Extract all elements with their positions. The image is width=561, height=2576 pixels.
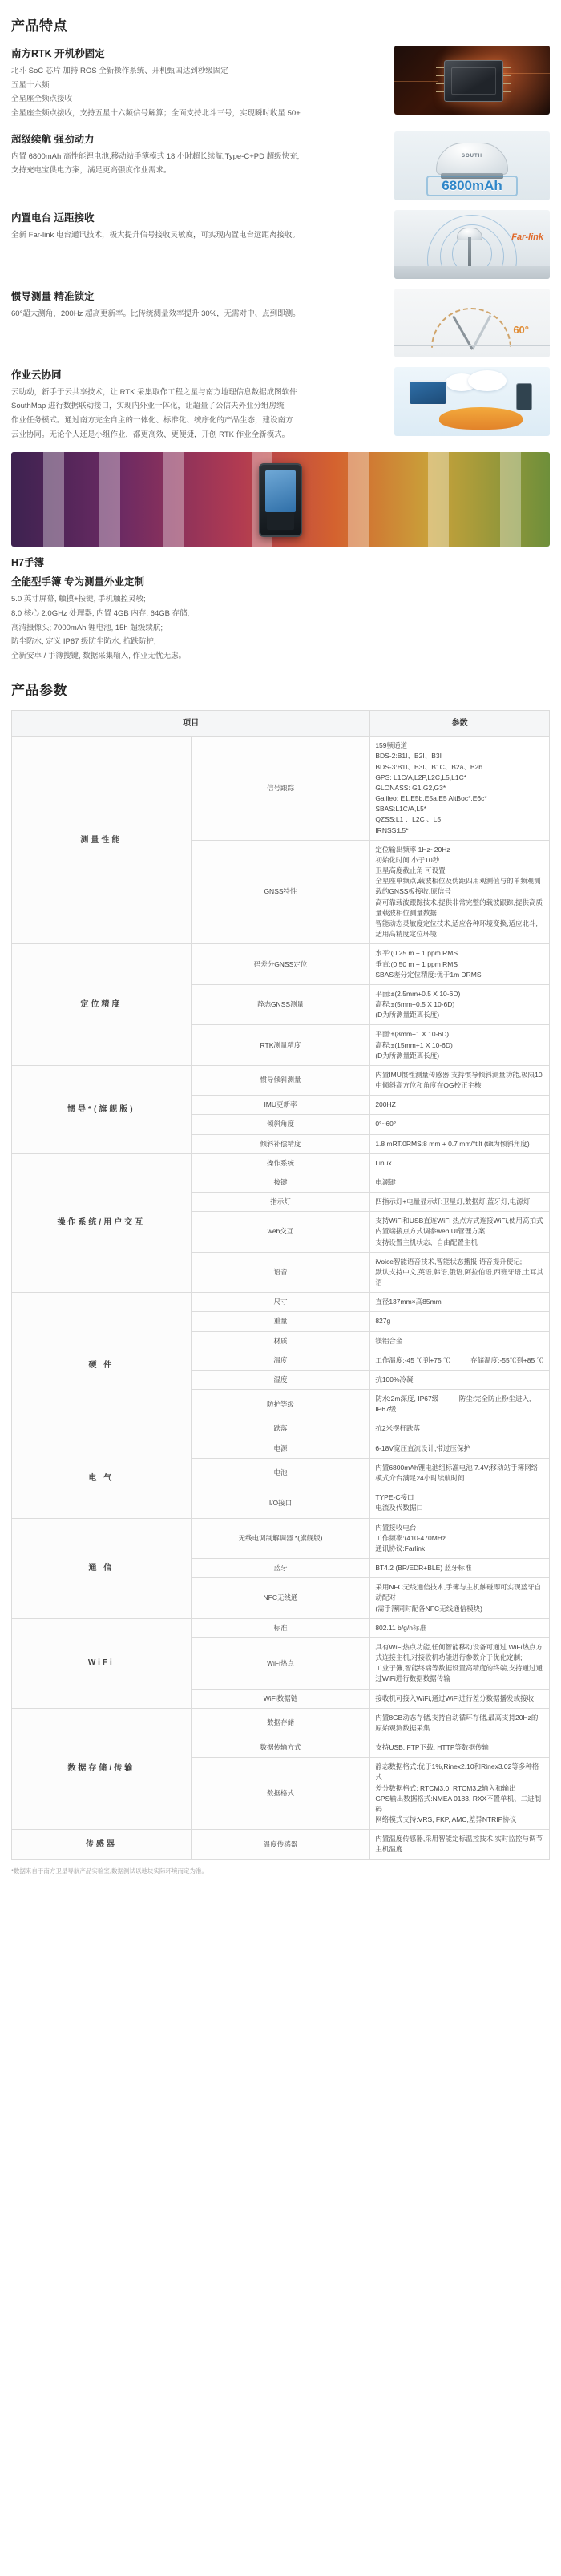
spec-value bbox=[370, 1370, 550, 1389]
spec-sub-label: I/O接口 bbox=[191, 1488, 370, 1518]
handheld-text bbox=[11, 555, 550, 664]
tilt-image bbox=[394, 289, 550, 357]
table-row bbox=[12, 1830, 550, 1859]
spec-value-line: 通讯协议:Farlink bbox=[375, 1544, 426, 1552]
spec-value-line: 抗100%冷凝 bbox=[375, 1375, 414, 1383]
spec-group-label: 硬 件 bbox=[12, 1293, 192, 1439]
table-row bbox=[12, 1618, 550, 1637]
spec-value bbox=[370, 1488, 550, 1518]
feature-line: 支持充电宝供电方案，满足更高强度作业需求。 bbox=[11, 166, 172, 176]
spec-value bbox=[370, 1439, 550, 1458]
feature-line: 全新 Far-link 电台通讯技术，极大提升信号接收灵敏度，可实现内置电台远距离接收。 bbox=[11, 230, 300, 240]
col-header-param: 参数 bbox=[370, 710, 550, 737]
spec-sub-label: 温度传感器 bbox=[191, 1830, 370, 1859]
spec-sub-label: RTK测量精度 bbox=[191, 1025, 370, 1066]
spec-value-line: Galileo: E1,E5b,E5a,E5 AltBoc*,E6c* bbox=[375, 794, 487, 803]
spec-value bbox=[370, 1096, 550, 1115]
spec-value-line: 接收机可接入WiFi,通过WiFi进行差分数据播发或接收 bbox=[375, 1694, 535, 1702]
table-row bbox=[12, 1439, 550, 1458]
spec-value bbox=[370, 1390, 550, 1419]
handheld-heading: 全能型手簿 专为测量外业定制 bbox=[11, 576, 144, 588]
spec-group-label: 电 气 bbox=[12, 1439, 192, 1518]
spec-value-line: 工作温度:-45 ℃到+75 ℃ 存储温度:-55℃到+85 ℃ bbox=[375, 1355, 544, 1364]
spec-sub-label: 尺寸 bbox=[191, 1293, 370, 1312]
tilt-angle-label: 60° bbox=[513, 323, 529, 336]
spec-group-label: WiFi bbox=[12, 1618, 192, 1708]
spec-value bbox=[370, 1518, 550, 1559]
spec-value-line: 支持WiFi和USB直连WiFi 热点方式连接WiFi,使用高拍式内置端接点方式调参web UI管理方案, bbox=[375, 1217, 543, 1236]
table-header-row bbox=[12, 710, 550, 737]
spec-value bbox=[370, 1212, 550, 1253]
spec-value bbox=[370, 1618, 550, 1637]
spec-value-line: 802.11 b/g/n标准 bbox=[375, 1623, 426, 1632]
table-row bbox=[12, 1708, 550, 1738]
spec-value-line: 镁铝合金 bbox=[375, 1336, 403, 1345]
spec-value-line: 内置8GB动态存储,支持自动循环存储,最高支持20Hz的原始观测数据采集 bbox=[375, 1713, 539, 1732]
spec-value-line: GPS输出数据格式:NMEA 0183, RXX不置单机、二进制码 bbox=[375, 1794, 542, 1813]
product-page bbox=[0, 14, 561, 1884]
col-header-item: 项目 bbox=[12, 710, 370, 737]
spec-value bbox=[370, 737, 550, 841]
spec-value bbox=[370, 1115, 550, 1134]
spec-sub-label: WiFi数据链 bbox=[191, 1689, 370, 1708]
spec-value-line: 四指示灯+电量显示灯:卫星灯,数据灯,蓝牙灯,电源灯 bbox=[375, 1197, 531, 1206]
spec-value-line: QZSS:L1 、L2C 、L5 bbox=[375, 815, 442, 824]
spec-value bbox=[370, 1065, 550, 1095]
spec-value-line: 内置温度传感器,采用智能定标温控技术,实时监控与调节主机温度 bbox=[375, 1835, 543, 1854]
spec-value bbox=[370, 1419, 550, 1439]
spec-value-line: (D为所测量距离长度) bbox=[375, 1011, 440, 1019]
ground-line bbox=[394, 345, 550, 346]
feature-block bbox=[11, 367, 550, 443]
spec-sub-label: 温度 bbox=[191, 1351, 370, 1370]
handheld-line: 8.0 核心 2.0GHz 处理器, 内置 4GB 内存, 64GB 存储; bbox=[11, 609, 190, 619]
spec-value-line: 1.8 mRT.0RMS:8 mm + 0.7 mm/°tilt (tilt为倾斜角度) bbox=[375, 1139, 530, 1148]
device-keypad bbox=[267, 512, 294, 530]
spec-value-line: 防水:2m深度, IP67级 防尘:完全防止粉尘进入, IP67级 bbox=[375, 1395, 531, 1414]
spec-value bbox=[370, 1738, 550, 1758]
feature-text bbox=[11, 46, 394, 122]
spec-sub-label: NFC无线通 bbox=[191, 1578, 370, 1619]
spec-value bbox=[370, 944, 550, 985]
feature-line: 内置 6800mAh 高性能锂电池,移动站手簿模式 18 小时超长续航,Type-C+PD 超级快充, bbox=[11, 151, 300, 161]
handheld-line: 全新安卓 / 手簿搜键, 数据采集输入, 作业无忧无虑。 bbox=[11, 652, 186, 661]
spec-sub-label: WiFi热点 bbox=[191, 1637, 370, 1689]
spec-value-line: GLONASS: G1,G2,G3* bbox=[375, 783, 446, 792]
feature-line: 北斗 SoC 芯片 加持 ROS 全新操作系统、开机甄国达到秒级固定 bbox=[11, 67, 228, 75]
phone-icon bbox=[516, 383, 532, 410]
spec-value-line: iVoice智能语音技术,智能状态播报,语音提升便记; bbox=[375, 1257, 523, 1266]
spec-value bbox=[370, 840, 550, 944]
feature-line: 全星座全频点接收 bbox=[11, 95, 73, 104]
feature-text bbox=[11, 131, 394, 179]
soc-chip-icon bbox=[444, 60, 503, 102]
footnote: *数据来自于南方卫星导航产品实验室,数据测试以地块实际环境而定为准。 bbox=[11, 1867, 208, 1875]
spec-sub-label: 操作系统 bbox=[191, 1153, 370, 1173]
spec-value-line: GPS: L1C/A,L2P,L2C,L5,L1C* bbox=[375, 773, 467, 781]
feature-block bbox=[11, 210, 550, 279]
spec-value bbox=[370, 1351, 550, 1370]
feature-line: 云业协同。无论个人还是小组作业，都更高效、更便捷，开创 RTK 作业全新模式。 bbox=[11, 430, 290, 439]
spec-value-line: 工作频率:(410-470MHz bbox=[375, 1533, 446, 1542]
spec-value-line: 初始化时间 小于10秒 bbox=[375, 855, 440, 864]
ground-plane bbox=[394, 266, 550, 279]
table-row bbox=[12, 1293, 550, 1312]
feature-text bbox=[11, 210, 394, 244]
spec-value-line: BT4.2 (BR/EDR+BLE) 蓝牙标准 bbox=[375, 1564, 472, 1573]
spec-value-line: IRNSS:L5* bbox=[375, 826, 409, 834]
feature-line: 云助动，新手于云共享技术，让 RTK 采集取作工程之星与南方地理信息数据成图软件 bbox=[11, 387, 297, 397]
spec-value-line: 抗2米摆杆跌落 bbox=[375, 1424, 421, 1433]
spec-value-line: 定位输出频率 1Hz~20Hz bbox=[375, 845, 450, 854]
chip-image bbox=[394, 46, 550, 115]
spec-sub-label: 按键 bbox=[191, 1173, 370, 1192]
feature-line: 全星座全频点接收，支持五星十六频信号解算；全面支持北斗三号，实现瞬时收星 50+ bbox=[11, 109, 301, 119]
spec-value-line: 静态数据格式:优于1%,Rinex2.10和Rinex3.02等多种格式 bbox=[375, 1762, 539, 1782]
feature-heading: 惯导测量 精准锁定 bbox=[11, 290, 95, 302]
spec-group-label: 传感器 bbox=[12, 1830, 192, 1859]
feature-line: 作业任务模式。通过南方完全自主的一体化、标准化、统序化的产品生态，建设南方 bbox=[11, 416, 293, 426]
table-row bbox=[12, 944, 550, 985]
spec-value bbox=[370, 1252, 550, 1293]
gnss-receiver-icon: SOUTH bbox=[436, 143, 508, 175]
spec-value-line: 支持设置主机状态、自由配置主机 bbox=[375, 1238, 478, 1246]
feature-line: 五星十六频 bbox=[11, 80, 50, 90]
spec-sub-label: 湿度 bbox=[191, 1370, 370, 1389]
spec-value-line: 平面:±(2.5mm+0.5 X 10-6D) bbox=[375, 989, 461, 998]
spec-group-label: 操作系统/用户交互 bbox=[12, 1153, 192, 1293]
data-hub-icon bbox=[439, 407, 523, 430]
spec-sub-label: 信号跟踪 bbox=[191, 737, 370, 841]
battery-capacity-label: 6800mAh bbox=[442, 177, 502, 193]
spec-group-label: 惯导*(旗舰版) bbox=[12, 1065, 192, 1153]
spec-group-label: 测量性能 bbox=[12, 737, 192, 944]
spec-sub-label: 跌落 bbox=[191, 1419, 370, 1439]
spec-sub-label: 数据存储 bbox=[191, 1708, 370, 1738]
spec-value bbox=[370, 1689, 550, 1708]
spec-sub-label: 材质 bbox=[191, 1331, 370, 1351]
feature-block bbox=[11, 46, 550, 122]
spec-sub-label: 数据格式 bbox=[191, 1758, 370, 1830]
feature-text bbox=[11, 289, 394, 322]
spec-sub-label: IMU更新率 bbox=[191, 1096, 370, 1115]
spec-sub-label: 防护等级 bbox=[191, 1390, 370, 1419]
spec-value bbox=[370, 1830, 550, 1859]
spec-value-line: (D为所测量距离长度) bbox=[375, 1051, 440, 1060]
spec-value-line: 电流及代数据口 bbox=[375, 1504, 423, 1512]
spec-sub-label: 重量 bbox=[191, 1312, 370, 1331]
spec-value bbox=[370, 1193, 550, 1212]
spec-value-line: 默认支持中文,英语,韩语,俄语,阿拉伯语,西班牙语,土耳其语 bbox=[375, 1267, 543, 1287]
table-row bbox=[12, 1065, 550, 1095]
specs-section-title: 产品参数 bbox=[11, 682, 67, 698]
handheld-device-image bbox=[259, 463, 302, 537]
spec-value-line: (需手簿同时配备NFC无线通信模块) bbox=[375, 1604, 482, 1613]
spec-sub-label: 指示灯 bbox=[191, 1193, 370, 1212]
spec-value bbox=[370, 1312, 550, 1331]
spec-value bbox=[370, 1758, 550, 1830]
spec-value bbox=[370, 1025, 550, 1066]
farlink-label: Far-link bbox=[511, 232, 543, 242]
spec-value-line: 159频通道 bbox=[375, 741, 407, 750]
spec-value bbox=[370, 1134, 550, 1153]
spec-sub-label: GNSS特性 bbox=[191, 840, 370, 944]
spec-value-line: Linux bbox=[375, 1158, 392, 1167]
feature-heading: 内置电台 远距接收 bbox=[11, 212, 95, 224]
spec-value bbox=[370, 984, 550, 1025]
spec-value-line: 827g bbox=[375, 1317, 391, 1326]
spec-value bbox=[370, 1173, 550, 1192]
handheld-model-label: H7手簿 bbox=[11, 557, 44, 569]
table-row bbox=[12, 1153, 550, 1173]
feature-line: SouthMap 进行数据联动接口，实现内外业一体化，让超量了公信夫外业分组房统 bbox=[11, 402, 285, 411]
feature-line: 60°超大测角，200Hz 超高更新率。比传统测量效率提升 30%，无需对中、点到即测。 bbox=[11, 309, 301, 318]
spec-value-line: 卫星高度截止角 可设置 bbox=[375, 866, 446, 875]
handheld-line: 防尘防水, 定义 IP67 级防尘防水, 抗跌防护; bbox=[11, 637, 156, 647]
handheld-line: 5.0 英寸屏幕, 触摸+按键, 手机触控灵敏; bbox=[11, 595, 146, 604]
spec-value-line: 差分数据格式: RTCM3.0, RTCM3.2输入和输出 bbox=[375, 1783, 516, 1792]
spec-value-line: 垂直:(0.50 m + 1 ppm RMS bbox=[375, 959, 458, 968]
spec-group-label: 数据存储/传输 bbox=[12, 1708, 192, 1830]
spec-value-line: 直径137mm×高85mm bbox=[375, 1298, 442, 1306]
spec-value-line: 工业于簿,智能终端等数据设置高精度的终端,支持通过通过WiFi进行数据数据传输 bbox=[375, 1664, 543, 1683]
spec-sub-label: 蓝牙 bbox=[191, 1559, 370, 1578]
hero-banner bbox=[11, 452, 550, 547]
spec-value bbox=[370, 1331, 550, 1351]
handheld-block bbox=[11, 555, 550, 664]
spec-group-label: 通 信 bbox=[12, 1518, 192, 1618]
spec-value-line: BDS-2:B1I、B2I、B3I bbox=[375, 752, 442, 761]
device-screen bbox=[265, 470, 296, 512]
spec-value-line: 平面:±(8mm+1 X 10-6D) bbox=[375, 1030, 450, 1039]
spec-table bbox=[11, 710, 550, 1860]
feature-text bbox=[11, 367, 394, 443]
spec-table-body bbox=[12, 737, 550, 1859]
spec-sub-label: 码差分GNSS定位 bbox=[191, 944, 370, 985]
cloud-image bbox=[394, 367, 550, 436]
table-row bbox=[12, 737, 550, 841]
feature-heading: 超级续航 强劲动力 bbox=[11, 133, 95, 145]
spec-value-line: 高可靠载波跟踪技术,提供非常完整的载波跟踪,提供高质量载波相位测量数据 bbox=[375, 898, 543, 917]
spec-sub-label: 语音 bbox=[191, 1252, 370, 1293]
spec-value bbox=[370, 1458, 550, 1488]
spec-sub-label: 倾斜角度 bbox=[191, 1115, 370, 1134]
spec-sub-label: 无线电调制解调器 *(旗舰版) bbox=[191, 1518, 370, 1559]
spec-value-line: SBAS差分定位精度:优于1m DRMS bbox=[375, 970, 482, 979]
spec-value-line: 200HZ bbox=[375, 1100, 396, 1109]
spec-value-line: 全星座单频点,载波相位及伪距四用观测值与的单频观测载的GNSS板接收,原信号 bbox=[375, 877, 541, 896]
spec-value bbox=[370, 1578, 550, 1619]
feature-heading: 作业云协同 bbox=[11, 369, 62, 381]
spec-value-line: 高程:±(15mm+1 X 10-6D) bbox=[375, 1040, 453, 1049]
computer-icon bbox=[409, 380, 447, 406]
spec-sub-label: 电源 bbox=[191, 1439, 370, 1458]
features-section-title: 产品特点 bbox=[11, 18, 67, 34]
spec-value-line: 网络模式支持:VRS, FKP, AMC,差异NTRIP协议 bbox=[375, 1815, 517, 1824]
spec-value-line: 6-18V宽压直流设计,带过压保护 bbox=[375, 1443, 470, 1452]
spec-value bbox=[370, 1559, 550, 1578]
feature-block bbox=[11, 289, 550, 357]
battery-image bbox=[394, 131, 550, 200]
spec-value bbox=[370, 1637, 550, 1689]
spec-value-line: TYPE-C接口 bbox=[375, 1493, 414, 1502]
spec-sub-label: 倾斜补偿精度 bbox=[191, 1134, 370, 1153]
spec-sub-label: 电池 bbox=[191, 1458, 370, 1488]
spec-value-line: 内置IMU惯性测量传感器,支持惯导倾斜测量功能,极限10中倾斜高方位和角度在OG校正主核 bbox=[375, 1070, 543, 1090]
spec-value-line: 水平:(0.25 m + 1 ppm RMS bbox=[375, 949, 458, 958]
spec-value bbox=[370, 1293, 550, 1312]
radio-image bbox=[394, 210, 550, 279]
cloud-icon bbox=[468, 370, 507, 391]
spec-value-line: 内置6800mAh锂电池组标准电池 7.4V;移动站手簿网络模式介台满足24小时续航时间 bbox=[375, 1463, 539, 1482]
spec-value-line: SBAS:L1C/A,L5* bbox=[375, 805, 427, 814]
spec-group-label: 定位精度 bbox=[12, 944, 192, 1066]
spec-sub-label: 标准 bbox=[191, 1618, 370, 1637]
spec-value-line: 0°~60° bbox=[375, 1120, 397, 1129]
spec-value bbox=[370, 1153, 550, 1173]
spec-value-line: 内置接收电台 bbox=[375, 1523, 417, 1532]
spec-value-line: 具有WiFi热点功能,任何智能移动设备可通过 WiFi热点方式连接主机,对接收机功能进行参数介于优化定制; bbox=[375, 1642, 543, 1662]
spec-value bbox=[370, 1708, 550, 1738]
feature-heading: 南方RTK 开机秒固定 bbox=[11, 48, 105, 59]
spec-sub-label: 静态GNSS测量 bbox=[191, 984, 370, 1025]
spec-value-line: 高程:±(5mm+0.5 X 10-6D) bbox=[375, 1000, 455, 1009]
handheld-line: 高清摄像头; 7000mAh 锂电池, 15h 超级续航; bbox=[11, 623, 163, 632]
spec-sub-label: web交互 bbox=[191, 1212, 370, 1253]
spec-value-line: 采用NFC无线通信技术,手簿与主机触碰即可实现蓝牙自动配对 bbox=[375, 1583, 542, 1602]
spec-value-line: 智能动态灵敏度定位技术,适应各种环境变换,适应北斗,适用高精度定位环境 bbox=[375, 919, 538, 939]
spec-value-line: BDS-3:B1I、B3I、B1C、B2a、B2b bbox=[375, 762, 483, 771]
spec-value-line: 电源键 bbox=[375, 1177, 396, 1186]
feature-block bbox=[11, 131, 550, 200]
table-row bbox=[12, 1518, 550, 1559]
spec-sub-label: 惯导倾斜测量 bbox=[191, 1065, 370, 1095]
spec-sub-label: 数据传输方式 bbox=[191, 1738, 370, 1758]
spec-value-line: 支持USB, FTP下载, HTTP等数据传输 bbox=[375, 1743, 489, 1752]
